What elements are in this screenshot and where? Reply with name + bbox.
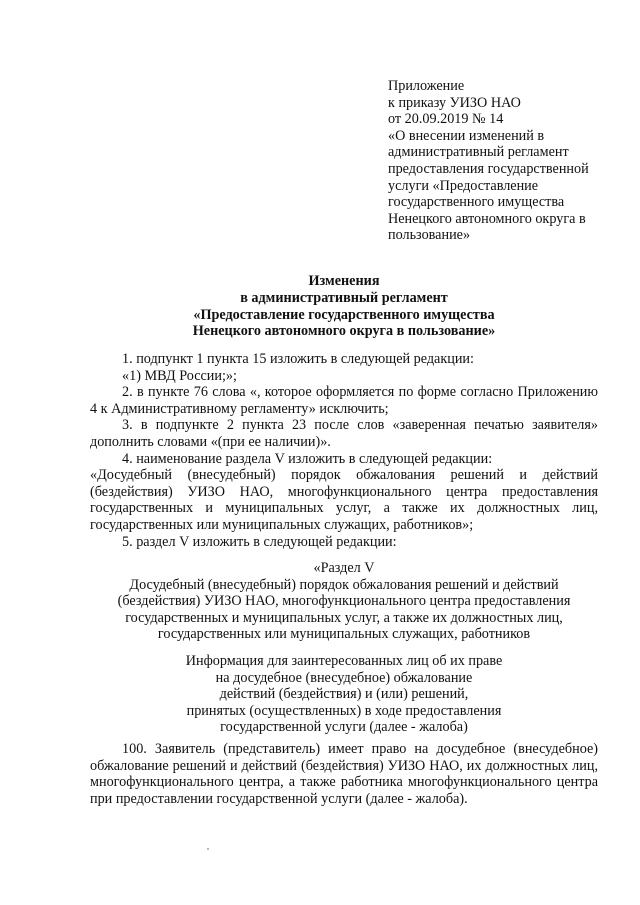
title-line: «Предоставление государственного имущества	[193, 306, 495, 323]
section-label: «Раздел V	[313, 560, 375, 576]
section-title-line: государственных или муниципальных служащих, работников	[157, 626, 531, 643]
info-line: Информация для заинтересованных лиц об их праве	[185, 653, 503, 669]
appendix-line: государственного имущества	[388, 194, 565, 211]
amendment-item-1: 1. подпункт 1 пункта 15 изложить в следующей редакции:	[122, 351, 474, 367]
amendment-item-1-text: «1) МВД России;»;	[122, 367, 237, 384]
appendix-line: Приложение	[388, 78, 465, 94]
title-line: в административный регламент	[240, 289, 448, 306]
amendments-list	[90, 351, 598, 550]
info-line: государственной услуги (далее - жалоба)	[220, 719, 468, 736]
amendment-item-3: 3. в подпункте 2 пункта 23 после слов «заверенная печатью заявителя» дополнить словами «(при ее наличии)».	[90, 417, 598, 450]
scan-speck	[207, 848, 209, 850]
section-title-line: (бездействия) УИЗО НАО, многофункционального центра предоставления	[117, 593, 571, 610]
appendix-line: предоставления государственной	[388, 160, 589, 177]
section-title-line: государственных и муниципальных услуг, а также их должностных лиц,	[125, 609, 563, 626]
section-v-heading	[90, 560, 598, 643]
paragraph-100: 100. Заявитель (представитель) имеет право на досудебное (внесудебное) обжалование решений и действий (бездействия) УИЗО НАО, их должностных лиц, многофункционального центра, а также работника многофункционального центра при предоставлении государственной услуги (далее - жалоба).	[90, 741, 598, 807]
appendix-line: пользование»	[388, 227, 471, 244]
amendment-item-4-text: «Досудебный (внесудебный) порядок обжалования решений и действий (бездействия) УИЗО НАО, многофункционального центра предоставления государственных и муниципальных услуг, а также их должностных лиц, государственных или муниципальных служащих, работников»;	[90, 467, 598, 533]
document-title	[90, 273, 598, 340]
appendix-line: услуги «Предоставление	[388, 177, 539, 194]
info-line: на досудебное (внесудебное) обжалование	[215, 669, 473, 686]
amendment-item-5: 5. раздел V изложить в следующей редакции:	[122, 533, 397, 550]
amendment-item-4: 4. наименование раздела V изложить в следующей редакции:	[122, 450, 493, 467]
info-line: действий (бездействия) и (или) решений,	[219, 686, 469, 703]
amendment-item-2: 2. в пункте 76 слова «, которое оформляется по форме согласно Приложению 4 к Административному регламенту» исключить;	[90, 384, 598, 417]
appendix-line: Ненецкого автономного округа в	[388, 210, 586, 227]
title-line: Изменения	[308, 273, 380, 289]
appendix-line: от 20.09.2019 № 14	[388, 111, 504, 128]
info-line: принятых (осуществленных) в ходе предоставления	[186, 702, 502, 719]
appendix-line: административный регламент	[388, 144, 569, 161]
info-subheading	[90, 653, 598, 736]
appendix-line: «О внесении изменений в	[388, 127, 545, 144]
title-line: Ненецкого автономного округа в пользование»	[192, 323, 496, 340]
section-title-line: Досудебный (внесудебный) порядок обжалования решений и действий	[129, 576, 559, 593]
appendix-line: к приказу УИЗО НАО	[388, 94, 521, 111]
appendix-header	[388, 78, 618, 244]
